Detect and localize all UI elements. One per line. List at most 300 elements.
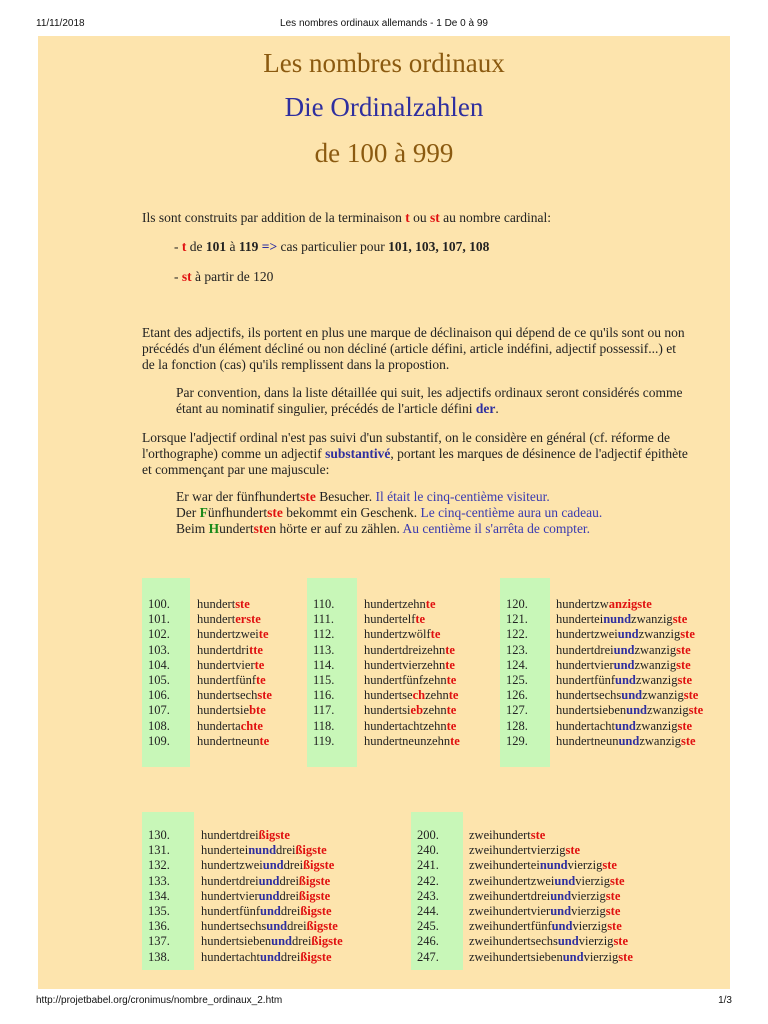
para-line: Lorsque l'adjectif ordinal n'est pas suivi d'un substantif, on le considère en général (cf. réforme de <box>142 430 670 445</box>
word-part: hundertvier <box>197 657 255 672</box>
word-part: te <box>445 657 455 672</box>
word-part: ßig <box>295 843 313 858</box>
word-part: hundertse <box>364 688 413 703</box>
word-part: drei <box>280 904 301 918</box>
word-part: ste <box>680 627 695 642</box>
ordinal-number: 129. <box>506 733 528 748</box>
word-part: te <box>415 612 426 627</box>
word-part: zwanzig <box>635 718 678 733</box>
ordinal-word <box>556 612 687 627</box>
ordinal-word <box>201 874 330 889</box>
word-part: drei <box>283 858 304 873</box>
word-part: te <box>258 627 269 642</box>
word-part: zwanzig <box>634 642 677 657</box>
ordinal-number: 245. <box>417 919 439 934</box>
word-part: hundertdreizehn <box>364 642 446 657</box>
word-part: vierzig <box>575 873 610 888</box>
word-part: vierzig <box>571 888 606 903</box>
paragraph-substantive <box>142 430 688 478</box>
example-de: Der <box>176 505 200 520</box>
word-part: hundertneun <box>197 733 260 748</box>
word-part: zweihundertfünf <box>469 919 552 934</box>
ordinal-word <box>364 643 455 658</box>
word-part: zwanzig <box>635 673 678 687</box>
word-part: hundertsech <box>197 688 258 703</box>
ordinal-word <box>364 703 456 718</box>
word-part: hundertsieben <box>556 703 627 718</box>
word-part: hundertacht <box>556 718 616 733</box>
word-part: nund <box>603 612 632 627</box>
ordinal-number: 100. <box>148 597 170 611</box>
rule-119: 119 <box>238 239 259 254</box>
word-part: hundertdrei <box>556 642 614 657</box>
word-part: ste <box>609 873 625 888</box>
ordinal-number: 118. <box>313 718 335 733</box>
ordinal-word <box>197 643 263 658</box>
paragraph-convention <box>176 385 683 417</box>
ordinal-number: 111. <box>313 612 334 627</box>
word-part: ste <box>312 843 327 858</box>
page-subtitle-german: Die Ordinalzahlen <box>284 92 484 122</box>
word-part: hundertzw <box>556 597 609 611</box>
intro-ou: ou <box>409 210 430 225</box>
word-part: te <box>446 703 457 718</box>
print-url: http://projetbabel.org/cronimus/nombre_ordinaux_2.htm <box>36 995 283 1006</box>
ordinal-number: 242. <box>417 873 439 888</box>
word-part: ste <box>688 703 704 718</box>
word-part: und <box>260 904 281 918</box>
ordinal-number: 240. <box>417 843 439 858</box>
word-part: bte <box>249 703 266 718</box>
dash: - <box>174 269 182 284</box>
example-fr: Il était le cinq-centième visiteur. <box>375 489 550 504</box>
word-part: und <box>266 919 288 934</box>
word-part: hundertvierzehn <box>364 657 446 672</box>
ordinal-word <box>469 874 625 889</box>
word-part: hundertfünf <box>197 673 257 687</box>
example-1 <box>176 489 602 505</box>
para-end: . <box>495 401 499 416</box>
ordinal-number: 126. <box>506 688 528 703</box>
arrow: => <box>258 239 278 254</box>
ordinal-word <box>364 673 456 688</box>
ordinal-word <box>556 627 695 642</box>
word-part: ste <box>315 888 331 903</box>
word-part: hundertsieben <box>201 934 272 949</box>
word-part: te <box>430 627 441 642</box>
ordinal-word <box>201 858 334 873</box>
ordinal-word <box>197 597 250 612</box>
ordinal-number: 101. <box>148 612 170 627</box>
ordinal-number: 122. <box>506 627 528 642</box>
word-part: und <box>621 688 643 703</box>
word-part: hundertneun <box>556 733 619 748</box>
ordinal-number: 133. <box>148 873 170 888</box>
word-part: und <box>615 718 636 733</box>
ordinal-word <box>197 673 266 688</box>
ordinal-number: 106. <box>148 688 170 703</box>
print-header <box>0 18 768 32</box>
ordinal-word <box>364 719 456 734</box>
word-part: ste <box>607 919 622 934</box>
ordinal-number: 115. <box>313 673 335 687</box>
word-part: drei <box>291 934 312 949</box>
rule-text: à partir de 120 <box>191 269 274 284</box>
ordinal-number: 116. <box>313 688 335 703</box>
rule-101: 101 <box>205 239 227 254</box>
word-part: hundertachtzehn <box>364 718 447 733</box>
page-range: de 100 à 999 <box>314 138 454 168</box>
rule-line-1 <box>174 239 489 255</box>
ordinal-word <box>364 597 436 612</box>
word-part: zweihundertdrei <box>469 888 551 903</box>
word-part: ßig <box>300 949 317 964</box>
example-de: ünfhundert <box>207 505 268 520</box>
word-part: zwanzig <box>646 703 689 718</box>
word-part: ste <box>319 858 335 873</box>
ordinal-word <box>364 612 425 627</box>
word-part: hundertelf <box>364 612 416 627</box>
ordinal-word <box>197 719 263 734</box>
ordinal-word <box>201 919 338 934</box>
word-part: drei <box>279 888 299 903</box>
word-part: ste <box>613 934 629 949</box>
print-footer <box>0 995 768 1009</box>
word-part: ste <box>315 873 331 888</box>
word-part: und <box>550 888 572 903</box>
word-part: nund <box>248 843 277 858</box>
example-de: Er war der fünfhundert <box>176 489 301 504</box>
word-part: ste <box>530 828 546 842</box>
example-fr: Le cinq-centième aura un cadeau. <box>420 505 603 520</box>
ordinal-word <box>469 904 620 919</box>
word-part: erste <box>235 612 261 627</box>
word-part: zweihundert <box>469 828 531 842</box>
word-part: zweihundertvierzig <box>469 843 566 858</box>
example-2 <box>176 505 602 521</box>
word-part: zweihundertsieben <box>469 949 563 964</box>
ordinal-number: 110. <box>313 597 335 611</box>
word-part: ste <box>683 688 699 703</box>
word-part: hundertzwei <box>201 858 263 873</box>
ordinal-word <box>556 719 692 734</box>
word-part: hundertsechs <box>201 919 267 934</box>
word-part: und <box>618 733 640 748</box>
para-line: Par convention, dans la liste détaillée qui suit, les adjectifs ordinaux seront considérés comme <box>176 385 683 400</box>
word-part: anzig <box>608 597 638 611</box>
word-part: hundertsie <box>197 703 250 718</box>
word-part: ßig <box>306 919 324 934</box>
ordinal-word <box>201 843 327 858</box>
example-de: n hörte er auf zu zählen. <box>269 521 403 536</box>
word-part: drei <box>280 949 301 964</box>
ordinal-number: 125. <box>506 673 528 687</box>
word-part: vierzig <box>583 949 619 964</box>
ordinal-word <box>197 627 269 642</box>
word-part: ste <box>677 718 693 733</box>
ordinal-number: 105. <box>148 673 170 687</box>
word-part: und <box>617 627 639 642</box>
document-page <box>38 36 730 989</box>
ordinal-word <box>469 843 580 858</box>
word-part: ßig <box>258 828 276 842</box>
ordinal-word <box>364 627 440 642</box>
ordinal-number: 103. <box>148 642 170 657</box>
word-part: ste <box>323 919 338 934</box>
word-part: zehn <box>423 703 447 718</box>
ordinal-number: 104. <box>148 657 170 672</box>
word-part: zweihundertei <box>469 858 540 873</box>
word-part: te <box>445 642 455 657</box>
print-date: 11/11/2018 <box>36 18 85 29</box>
word-part: ste <box>637 597 652 611</box>
ordinal-word <box>364 658 455 673</box>
paragraph-declension <box>142 325 685 373</box>
para-line: , portant les marques de désinence de l'adjectif épithète <box>390 446 688 461</box>
para-line: précédés d'un élément décliné ou non décliné (article défini, article indéfini, adjectif possessif...) et <box>142 341 676 356</box>
para-line: et commençant par une majuscule: <box>142 462 330 477</box>
word-part: hundertneunzehn <box>364 733 451 748</box>
ending-ste: ste <box>267 505 283 520</box>
ordinal-word <box>201 950 332 965</box>
word-part: und <box>550 904 572 918</box>
word-part: ste <box>605 888 621 903</box>
word-part: ste <box>672 612 688 627</box>
word-part: chte <box>240 718 263 733</box>
capital-letter: F <box>199 505 208 520</box>
word-part: vierzig <box>571 904 606 918</box>
ordinal-number: 247. <box>417 949 439 964</box>
print-title: Les nombres ordinaux allemands - 1 De 0 à 99 <box>280 18 488 29</box>
ordinal-word <box>197 703 266 718</box>
ending-ste: ste <box>253 521 270 536</box>
word-part: te <box>448 688 459 703</box>
word-part: ste <box>275 828 290 842</box>
ordinal-number: 108. <box>148 718 170 733</box>
word-part: ste <box>676 657 691 672</box>
capital-letter: H <box>208 521 220 536</box>
ordinal-word <box>197 734 269 749</box>
ordinal-word <box>197 658 264 673</box>
ordinal-word <box>197 688 272 703</box>
ordinal-number: 124. <box>506 657 528 672</box>
word-part: hunderta <box>197 718 241 733</box>
word-part: zweihundertvier <box>469 904 551 918</box>
ordinal-number: 241. <box>417 858 439 873</box>
ordinal-number: 136. <box>148 919 170 934</box>
ordinal-number: 121. <box>506 612 528 627</box>
ordinal-number: 117. <box>313 703 335 718</box>
word-part: eb <box>410 703 424 718</box>
article-der: der <box>475 401 496 416</box>
example-de: Beim <box>176 521 209 536</box>
ordinal-number: 109. <box>148 733 170 748</box>
word-part: ste <box>681 733 696 748</box>
word-part: drei <box>279 873 299 888</box>
word-part: hundertdri <box>197 642 250 657</box>
ordinal-number: 134. <box>148 888 170 903</box>
rule-numbers: 101, 103, 107, 108 <box>388 239 490 254</box>
ordinal-number: 200. <box>417 828 439 842</box>
word-part: hundertfünf <box>201 904 261 918</box>
word-part: hundertdrei <box>201 828 259 842</box>
word-part: hundert <box>197 597 236 611</box>
example-fr: Au centième il s'arrêta de compter. <box>402 521 591 536</box>
word-part: und <box>551 919 573 934</box>
word-part: hundertsi <box>364 703 411 718</box>
print-page-number: 1/3 <box>718 995 732 1006</box>
page-title: Les nombres ordinaux <box>263 48 505 78</box>
word-part: nund <box>539 858 568 873</box>
rule-text: cas particulier pour <box>277 239 389 254</box>
ordinal-word <box>469 828 545 843</box>
word-part: ßig <box>298 873 316 888</box>
example-de: undert <box>219 521 254 536</box>
dash: - <box>174 239 182 254</box>
ordinal-word <box>469 934 628 949</box>
ordinal-number: 127. <box>506 703 528 718</box>
ordinal-word <box>556 688 698 703</box>
word-part: hundertsechs <box>556 688 622 703</box>
word-part: und <box>613 642 635 657</box>
example-de: Besucher. <box>315 489 376 504</box>
ending-st: st <box>429 210 440 225</box>
ordinal-number: 243. <box>417 888 439 903</box>
ordinal-number: 119. <box>313 733 335 748</box>
ending-st: st <box>181 269 192 284</box>
ordinal-word <box>201 934 343 949</box>
word-part: und <box>271 934 292 949</box>
ordinal-number: 130. <box>148 828 170 842</box>
word-part: hundertfünfzehn <box>364 673 447 687</box>
word-part: zwanzig <box>634 657 677 672</box>
word-part: ste <box>257 688 272 703</box>
para-line: étant au nominatif singulier, précédés de l'article défini <box>176 401 476 416</box>
ordinal-word <box>556 673 692 688</box>
ordinal-number: 107. <box>148 703 170 718</box>
ordinal-number: 112. <box>313 627 335 642</box>
ordinal-word <box>556 597 652 612</box>
word-part: und <box>613 657 635 672</box>
word-part: und <box>562 949 584 964</box>
intro-text-a: Ils sont construits par addition de la terminaison <box>142 210 406 225</box>
word-part: vierzig <box>578 934 614 949</box>
ordinal-number: 102. <box>148 627 170 642</box>
word-part: hundertei <box>556 612 604 627</box>
ordinal-word <box>469 950 633 965</box>
word-part: ste <box>317 904 332 918</box>
ordinal-word <box>469 889 620 904</box>
word-part: ßig <box>300 904 317 918</box>
word-part: ste <box>235 597 250 611</box>
word-part: te <box>425 597 436 611</box>
ending-t: t <box>405 210 410 225</box>
ending-t: t <box>181 239 187 254</box>
word-part: hundertvier <box>556 657 614 672</box>
word-part: vierzig <box>567 858 603 873</box>
word-part: zwanzig <box>639 733 681 748</box>
word-part: tte <box>249 642 263 657</box>
ordinal-word <box>364 688 458 703</box>
word-part: und <box>258 873 280 888</box>
rule-a: à <box>226 239 239 254</box>
word-part: und <box>615 673 636 687</box>
intro-line <box>142 210 551 226</box>
rule-de: de <box>186 239 206 254</box>
ordinal-word <box>201 889 330 904</box>
rule-line-2 <box>174 269 273 285</box>
ordinal-number: 131. <box>148 843 170 858</box>
word-part: ste <box>677 673 693 687</box>
ordinal-number: 123. <box>506 642 528 657</box>
word-part: hundertzwölf <box>364 627 431 642</box>
ordinal-number: 120. <box>506 597 528 611</box>
ordinal-word <box>556 658 691 673</box>
word-part: hundertzehn <box>364 597 426 611</box>
word-part: te <box>259 733 270 748</box>
ordinal-number: 114. <box>313 657 335 672</box>
ordinal-word <box>364 734 460 749</box>
word-part: ßig <box>303 858 320 873</box>
ordinal-word <box>469 858 617 873</box>
word-part: te <box>446 673 457 687</box>
word-part: ste <box>618 949 633 964</box>
word-part: hundertvier <box>201 888 259 903</box>
word-part: zwanzig <box>631 612 673 627</box>
word-substantive: substantivé <box>325 446 391 461</box>
para-line: de la fonction (cas) qu'ils remplissent dans la propostion. <box>142 357 450 372</box>
para-line: Etant des adjectifs, ils portent en plus une marque de déclinaison qui dépend de ce qu'ils sont ou non <box>142 325 685 340</box>
word-part: und <box>262 858 284 873</box>
word-part: drei <box>287 919 307 934</box>
ordinal-word <box>201 828 290 843</box>
ordinal-word <box>556 734 696 749</box>
word-part: hundertfünf <box>556 673 616 687</box>
ordinal-word <box>556 643 691 658</box>
word-part: ch <box>412 688 426 703</box>
word-part: hundertacht <box>201 949 261 964</box>
word-part: ste <box>602 858 617 873</box>
word-part: zwanzig <box>638 627 681 642</box>
word-part: ste <box>565 843 581 858</box>
ordinal-word <box>469 919 622 934</box>
word-part: ste <box>328 934 343 949</box>
ordinal-number: 138. <box>148 949 170 964</box>
word-part: ßig <box>311 934 329 949</box>
word-part: und <box>260 949 281 964</box>
word-part: zweihundertzwei <box>469 873 555 888</box>
word-part: hundertzwei <box>197 627 259 642</box>
intro-text-b: au nombre cardinal: <box>439 210 552 225</box>
word-part: und <box>626 703 647 718</box>
word-part: ste <box>676 642 691 657</box>
para-line: l'orthographe) comme un adjectif <box>142 446 326 461</box>
examples <box>176 489 602 537</box>
word-part: und <box>554 873 576 888</box>
ordinal-number: 128. <box>506 718 528 733</box>
word-part: te <box>254 657 265 672</box>
ordinal-number: 244. <box>417 904 439 918</box>
word-part: te <box>446 718 457 733</box>
ordinal-word <box>556 703 703 718</box>
word-part: ste <box>605 904 621 918</box>
word-part: te <box>256 673 266 687</box>
ordinal-word <box>197 612 261 627</box>
ordinal-number: 113. <box>313 642 335 657</box>
example-3 <box>176 521 602 537</box>
word-part: hundertei <box>201 843 249 858</box>
word-part: te <box>450 733 460 748</box>
